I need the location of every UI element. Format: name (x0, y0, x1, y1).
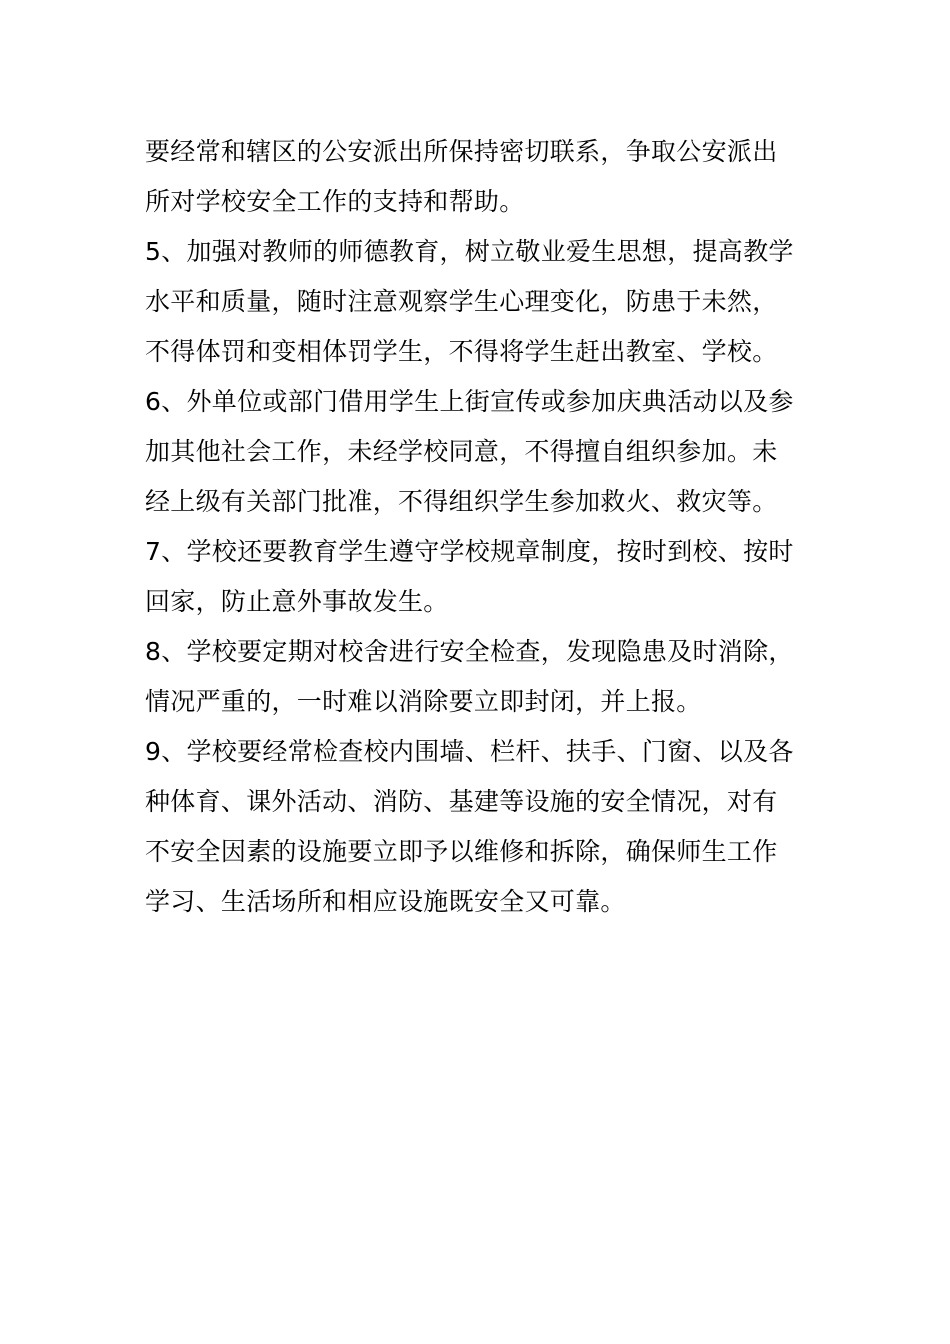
text-line: 加其他社会工作，未经学校同意，不得擅自组织参加。未 (145, 437, 778, 466)
text-line: 5、加强对教师的师德教育，树立敬业爱生思想，提高教学 (145, 237, 794, 266)
text-line: 不安全因素的设施要立即予以维修和拆除，确保师生工作 (145, 837, 778, 866)
text-line: 经上级有关部门批准，不得组织学生参加救火、救灾等。 (145, 487, 778, 516)
text-line: 6、外单位或部门借用学生上街宣传或参加庆典活动以及参 (145, 387, 794, 416)
text-line: 所对学校安全工作的支持和帮助。 (145, 187, 525, 216)
text-line: 8、学校要定期对校舍进行安全检查，发现隐患及时消除， (145, 637, 794, 666)
text-line: 水平和质量，随时注意观察学生心理变化，防患于未然， (145, 287, 778, 316)
text-line: 回家，防止意外事故发生。 (145, 587, 449, 616)
text-line: 不得体罚和变相体罚学生，不得将学生赶出教室、学校。 (145, 337, 778, 366)
text-line: 要经常和辖区的公安派出所保持密切联系，争取公安派出 (145, 137, 778, 166)
text-line: 情况严重的，一时难以消除要立即封闭，并上报。 (145, 687, 702, 716)
document-body (145, 127, 815, 927)
text-line: 9、学校要经常检查校内围墙、栏杆、扶手、门窗、以及各 (145, 737, 794, 766)
text-line: 7、学校还要教育学生遵守学校规章制度，按时到校、按时 (145, 537, 794, 566)
text-line: 学习、生活场所和相应设施既安全又可靠。 (145, 887, 626, 916)
text-line: 种体育、课外活动、消防、基建等设施的安全情况，对有 (145, 787, 778, 816)
